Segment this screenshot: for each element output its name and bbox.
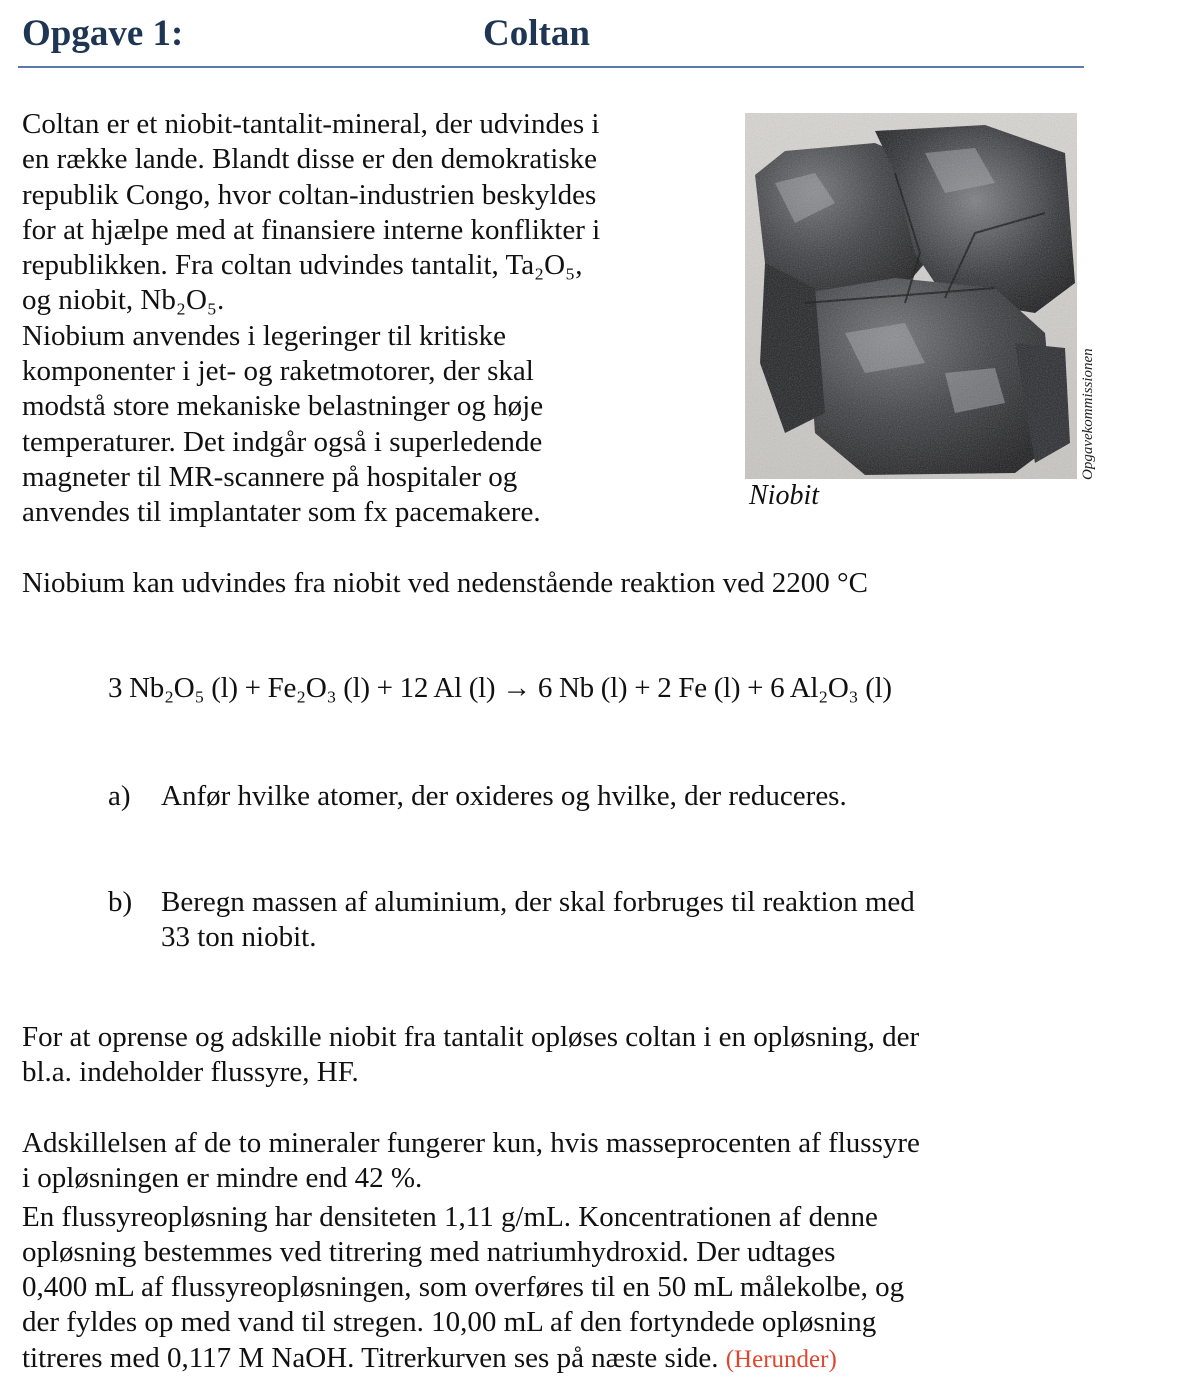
question-b-line: Beregn massen af aluminium, der skal forbruges til reaktion med	[161, 886, 915, 918]
intro-line: Niobium anvendes i legeringer til kritiske	[22, 319, 507, 352]
reaction-equation: 3 Nb₂O₅ (l) + Fe₂O₃ (l) + 12 Al (l) → 6 Nb (l) + 2 Fe (l) + 6 Al₂O₃ (l)	[108, 672, 892, 704]
task-label: Opgave 1:	[22, 13, 184, 54]
line-text: titreres med 0,117	[22, 1341, 239, 1374]
molar-unit: M	[238, 1341, 265, 1374]
question-b-line: 33 ton niobit.	[161, 921, 317, 954]
intro-paragraph	[22, 107, 732, 531]
intro-line: republik Congo, hvor coltan-industrien beskyldes	[22, 178, 597, 211]
paragraph-line: For at oprense og adskille niobit fra tantalit opløses coltan i en opløsning, der	[22, 1021, 920, 1053]
paragraph-hf	[22, 1020, 1092, 1091]
paragraph-line: bl.a. indeholder flussyre, HF.	[22, 1056, 359, 1089]
question-a-text: Anfør hvilke atomer, der oxideres og hvilke, der reduceres.	[161, 780, 847, 812]
niobit-photo	[745, 113, 1077, 479]
figure-caption: Niobit	[749, 480, 820, 511]
paragraph-line: Adskillelsen af de to mineraler fungerer kun, hvis masseprocenten af flussyre	[22, 1127, 920, 1159]
paragraph-line: 0,400 mL af flussyreopløsningen, som overføres til en 50 mL målekolbe, og	[22, 1271, 905, 1304]
reaction-intro: Niobium kan udvindes fra niobit ved nedenstående reaktion ved 2200 °C	[22, 567, 868, 599]
paragraph-line: i opløsningen er mindre end 42 %.	[22, 1162, 423, 1195]
header-divider	[18, 66, 1084, 68]
line-text: NaOH. Titrerkurven ses på næste side.	[264, 1341, 726, 1374]
question-a-label: a)	[108, 780, 131, 812]
intro-line: republikken. Fra coltan udvindes tantalit, Ta₂O₅,	[22, 249, 583, 282]
paragraph-line: En flussyreopløsning har densiteten 1,11 g/mL. Koncentrationen af denne	[22, 1200, 878, 1233]
intro-line: Coltan er et niobit-tantalit-mineral, der udvindes i	[22, 108, 600, 140]
page-title: Coltan	[483, 13, 590, 54]
intro-line: og niobit, Nb₂O₅.	[22, 284, 225, 317]
intro-line: for at hjælpe med at finansiere interne konflikter i	[22, 213, 601, 246]
intro-line: magneter til MR-scannere på hospitaler og	[22, 460, 518, 493]
intro-line: komponenter i jet- og raketmotorer, der skal	[22, 355, 534, 388]
page-header	[22, 12, 1084, 66]
paragraph-line: der fyldes op med vand til stregen. 10,00 mL af den fortyndede opløsning	[22, 1306, 877, 1339]
question-b-label: b)	[108, 886, 133, 918]
intro-line: anvendes til implantater som fx pacemakere.	[22, 496, 541, 529]
figure-credit: Opgavekommissionen	[1080, 348, 1096, 480]
intro-line: modstå store mekaniske belastninger og høje	[22, 390, 544, 423]
intro-line: en række lande. Blandt disse er den demokratiske	[22, 143, 598, 176]
intro-line: temperaturer. Det indgår også i superledende	[22, 425, 543, 458]
paragraph-line: opløsning bestemmes ved titrering med natriumhydroxid. Der udtages	[22, 1235, 836, 1268]
herunder-note: (Herunder)	[725, 1345, 837, 1373]
paragraph-titration	[22, 1126, 1092, 1377]
paragraph-line	[22, 1341, 1092, 1377]
